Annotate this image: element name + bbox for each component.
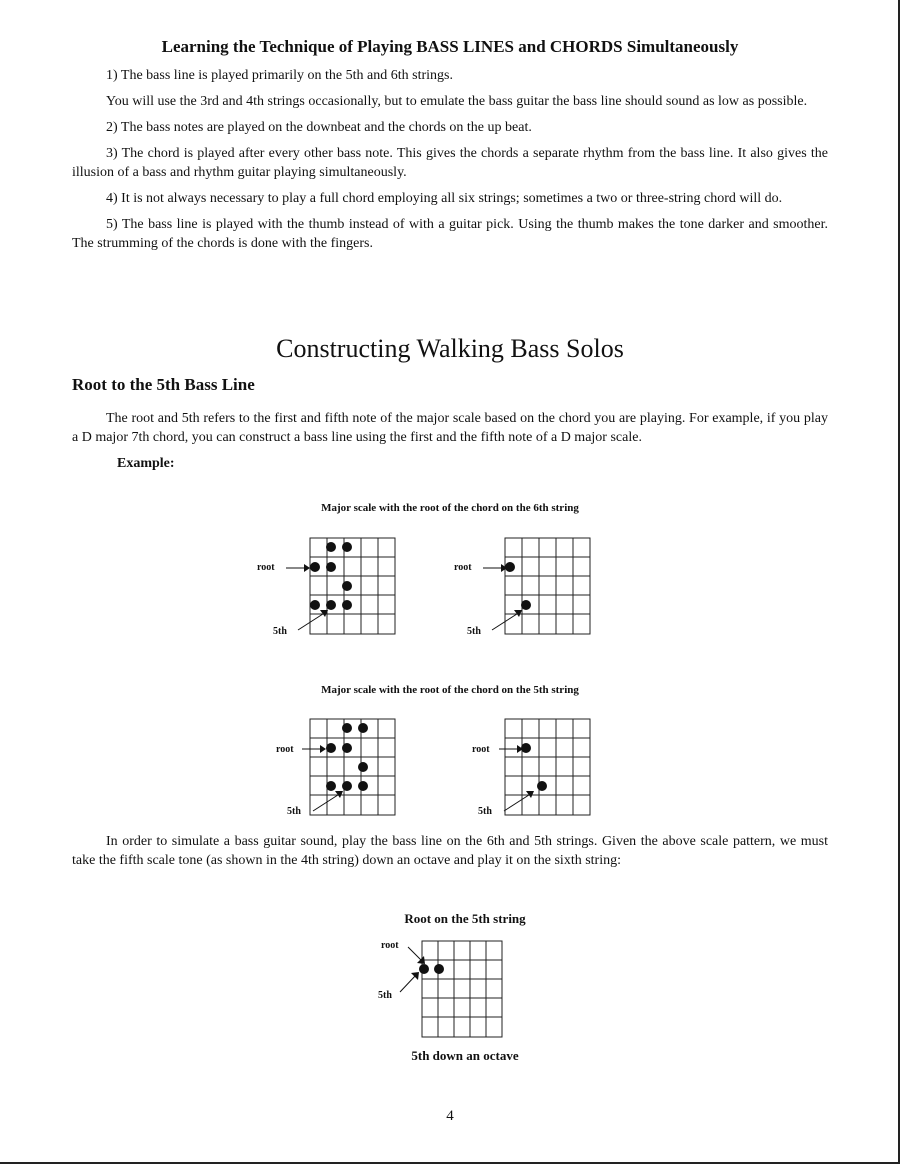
page-title: Constructing Walking Bass Solos	[276, 334, 624, 363]
final-diagram-caption: 5th down an octave	[411, 1048, 519, 1063]
fifth-arrow	[311, 789, 345, 813]
list-item-1: 1) The bass line is played primarily on the 5th and 6th strings.	[106, 68, 453, 83]
root-arrow	[499, 743, 523, 755]
fifth-arrow	[490, 608, 524, 632]
finger-dot	[342, 581, 352, 591]
caption-5th-string: Major scale with the root of the chord on the 5th string	[321, 684, 579, 696]
fifth-label: 5th	[378, 990, 392, 1001]
root-label: root	[276, 744, 294, 755]
finger-dot	[326, 562, 336, 572]
root-label: root	[472, 744, 490, 755]
finger-dot	[342, 723, 352, 733]
list-item-2: 2) The bass notes are played on the downbeat and the chords on the up beat.	[106, 120, 532, 135]
fifth-arrow	[398, 970, 422, 994]
fifth-arrow	[502, 789, 536, 813]
finger-dot	[358, 723, 368, 733]
fifth-label: 5th	[287, 806, 301, 817]
root-arrow	[302, 743, 326, 755]
root-label: root	[257, 562, 275, 573]
root-arrow	[286, 562, 310, 574]
finger-dot	[342, 743, 352, 753]
intro-text: The root and 5th refers to the first and fifth note of the major scale based on the chord you are playing. For example, if you play a D major 7th chord, you can construct a bass line using the first and the fifth note of a D major scale.	[72, 411, 828, 445]
outro-paragraph	[72, 832, 828, 877]
root-dot	[434, 964, 444, 974]
list-item-5: 5) The bass line is played with the thumb instead of with a guitar pick. Using the thumb makes the tone darker and smoother. The strumming of the chords is done with the fingers.	[72, 217, 828, 251]
list-item-4: 4) It is not always necessary to play a full chord employing all six strings; sometimes a two or three-string chord will do.	[106, 191, 783, 206]
root-arrow	[406, 945, 428, 967]
final-diagram-title: Root on the 5th string	[404, 911, 526, 926]
example-label: Example:	[117, 456, 175, 471]
fifth-dot	[537, 781, 547, 791]
fifth-label: 5th	[467, 626, 481, 637]
finger-dot	[342, 542, 352, 552]
finger-dot	[326, 542, 336, 552]
intro-paragraph	[72, 409, 828, 454]
section-heading: Learning the Technique of Playing BASS LINES and CHORDS Simultaneously	[161, 37, 739, 56]
technique-list	[72, 66, 828, 260]
root-label: root	[454, 562, 472, 573]
list-item-1-note: You will use the 3rd and 4th strings occasionally, but to emulate the bass guitar the bass line should sound as low as possible.	[106, 94, 808, 109]
fifth-label: 5th	[273, 626, 287, 637]
finger-dot	[358, 781, 368, 791]
root-dot	[310, 562, 320, 572]
fifth-arrow	[296, 608, 330, 632]
subheading: Root to the 5th Bass Line	[72, 375, 255, 394]
fretboard-grid	[422, 941, 502, 1037]
fifth-label: 5th	[478, 806, 492, 817]
finger-dot	[358, 762, 368, 772]
root-dot	[326, 743, 336, 753]
caption-6th-string: Major scale with the root of the chord on the 6th string	[321, 502, 579, 514]
list-item-3: 3) The chord is played after every other bass note. This gives the chords a separate rhythm from the bass line. It also gives the illusion of a bass and rhythm guitar playing simultaneously.	[72, 146, 828, 180]
root-arrow	[483, 562, 507, 574]
root-label: root	[381, 940, 399, 951]
fretboard-diagram-final	[422, 941, 512, 1041]
finger-dot	[342, 600, 352, 610]
page-number: 4	[446, 1108, 454, 1124]
outro-text: In order to simulate a bass guitar sound, play the bass line on the 6th and 5th strings. Given the above scale pattern, we must take the fifth scale tone (as shown in the 4th string) down an octave and play it on the sixth string:	[72, 834, 828, 868]
